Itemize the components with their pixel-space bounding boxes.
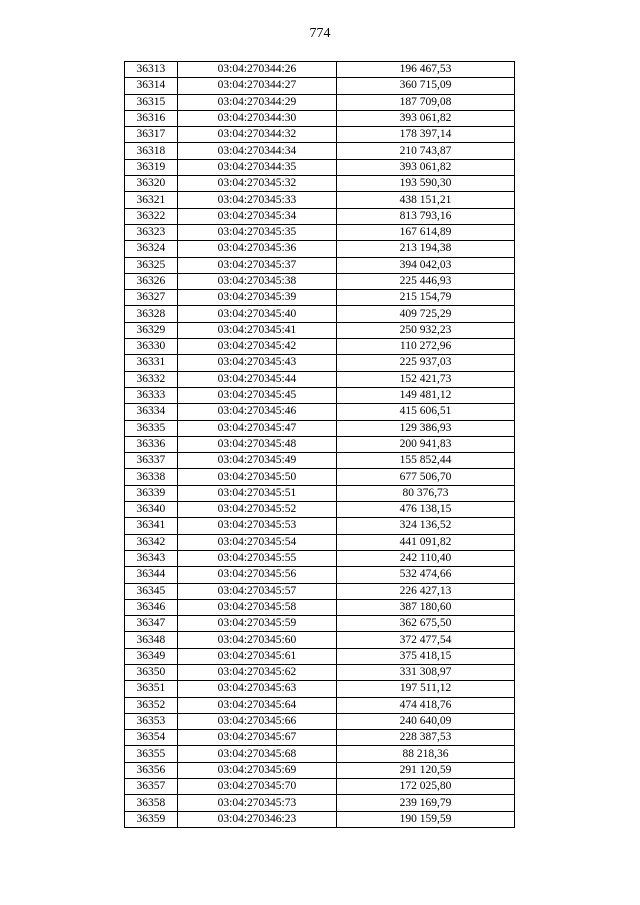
row-number: 36354 — [125, 730, 178, 746]
row-number: 36342 — [125, 534, 178, 550]
row-number: 36318 — [125, 143, 178, 159]
cadastral-number: 03:04:270345:35 — [177, 224, 336, 240]
row-number: 36317 — [125, 127, 178, 143]
cadastral-value: 393 061,82 — [337, 110, 515, 126]
row-number: 36355 — [125, 746, 178, 762]
table-row — [125, 94, 515, 110]
cadastral-value: 291 120,59 — [337, 762, 515, 778]
cadastral-value: 88 218,36 — [337, 746, 515, 762]
cadastral-value: 387 180,60 — [337, 599, 515, 615]
row-number: 36322 — [125, 208, 178, 224]
table-row — [125, 616, 515, 632]
cadastral-value: 409 725,29 — [337, 306, 515, 322]
cadastral-number: 03:04:270345:45 — [177, 387, 336, 403]
cadastral-value: 210 743,87 — [337, 143, 515, 159]
row-number: 36323 — [125, 224, 178, 240]
row-number: 36351 — [125, 681, 178, 697]
table-row — [125, 550, 515, 566]
table-row — [125, 583, 515, 599]
cadastral-value: 200 941,83 — [337, 436, 515, 452]
row-number: 36353 — [125, 713, 178, 729]
cadastral-number: 03:04:270345:59 — [177, 616, 336, 632]
row-number: 36328 — [125, 306, 178, 322]
row-number: 36320 — [125, 176, 178, 192]
row-number: 36313 — [125, 62, 178, 78]
cadastral-number: 03:04:270345:56 — [177, 567, 336, 583]
table-row — [125, 420, 515, 436]
table-row — [125, 78, 515, 94]
table-row — [125, 713, 515, 729]
table-row — [125, 567, 515, 583]
row-number: 36331 — [125, 355, 178, 371]
row-number: 36359 — [125, 811, 178, 827]
registry-table — [124, 61, 515, 828]
table-row — [125, 62, 515, 78]
cadastral-value: 372 477,54 — [337, 632, 515, 648]
table-row — [125, 795, 515, 811]
row-number: 36352 — [125, 697, 178, 713]
cadastral-number: 03:04:270345:63 — [177, 681, 336, 697]
table-row — [125, 322, 515, 338]
row-number: 36346 — [125, 599, 178, 615]
row-number: 36327 — [125, 290, 178, 306]
cadastral-value: 813 793,16 — [337, 208, 515, 224]
table-row — [125, 681, 515, 697]
cadastral-number: 03:04:270345:43 — [177, 355, 336, 371]
row-number: 36347 — [125, 616, 178, 632]
cadastral-number: 03:04:270345:32 — [177, 176, 336, 192]
cadastral-number: 03:04:270345:40 — [177, 306, 336, 322]
cadastral-value: 80 376,73 — [337, 485, 515, 501]
cadastral-value: 155 852,44 — [337, 453, 515, 469]
table-row — [125, 387, 515, 403]
cadastral-number: 03:04:270345:34 — [177, 208, 336, 224]
table-row — [125, 534, 515, 550]
cadastral-number: 03:04:270345:38 — [177, 273, 336, 289]
table-row — [125, 404, 515, 420]
cadastral-number: 03:04:270345:57 — [177, 583, 336, 599]
table-row — [125, 599, 515, 615]
cadastral-value: 242 110,40 — [337, 550, 515, 566]
table-row — [125, 192, 515, 208]
cadastral-value: 677 506,70 — [337, 469, 515, 485]
row-number: 36333 — [125, 387, 178, 403]
cadastral-number: 03:04:270345:42 — [177, 339, 336, 355]
cadastral-value: 172 025,80 — [337, 779, 515, 795]
cadastral-value: 360 715,09 — [337, 78, 515, 94]
cadastral-number: 03:04:270345:55 — [177, 550, 336, 566]
row-number: 36324 — [125, 241, 178, 257]
cadastral-number: 03:04:270345:47 — [177, 420, 336, 436]
table-row — [125, 518, 515, 534]
cadastral-value: 228 387,53 — [337, 730, 515, 746]
cadastral-number: 03:04:270345:37 — [177, 257, 336, 273]
row-number: 36338 — [125, 469, 178, 485]
cadastral-value: 196 467,53 — [337, 62, 515, 78]
cadastral-value: 441 091,82 — [337, 534, 515, 550]
row-number: 36336 — [125, 436, 178, 452]
table-row — [125, 290, 515, 306]
row-number: 36358 — [125, 795, 178, 811]
cadastral-value: 190 159,59 — [337, 811, 515, 827]
cadastral-number: 03:04:270345:52 — [177, 502, 336, 518]
cadastral-value: 331 308,97 — [337, 664, 515, 680]
cadastral-number: 03:04:270345:69 — [177, 762, 336, 778]
row-number: 36325 — [125, 257, 178, 273]
cadastral-number: 03:04:270345:54 — [177, 534, 336, 550]
cadastral-number: 03:04:270344:35 — [177, 159, 336, 175]
cadastral-number: 03:04:270345:39 — [177, 290, 336, 306]
row-number: 36340 — [125, 502, 178, 518]
cadastral-value: 438 151,21 — [337, 192, 515, 208]
cadastral-number: 03:04:270344:27 — [177, 78, 336, 94]
table-row — [125, 273, 515, 289]
cadastral-value: 193 590,30 — [337, 176, 515, 192]
cadastral-number: 03:04:270345:36 — [177, 241, 336, 257]
cadastral-number: 03:04:270344:32 — [177, 127, 336, 143]
cadastral-value: 532 474,66 — [337, 567, 515, 583]
cadastral-value: 474 418,76 — [337, 697, 515, 713]
cadastral-value: 149 481,12 — [337, 387, 515, 403]
cadastral-number: 03:04:270345:64 — [177, 697, 336, 713]
cadastral-number: 03:04:270344:30 — [177, 110, 336, 126]
cadastral-value: 178 397,14 — [337, 127, 515, 143]
page-number: 774 — [309, 26, 331, 41]
table-row — [125, 730, 515, 746]
table-row — [125, 306, 515, 322]
cadastral-value: 324 136,52 — [337, 518, 515, 534]
cadastral-value: 394 042,03 — [337, 257, 515, 273]
row-number: 36343 — [125, 550, 178, 566]
cadastral-value: 226 427,13 — [337, 583, 515, 599]
row-number: 36337 — [125, 453, 178, 469]
table-row — [125, 664, 515, 680]
table-row — [125, 469, 515, 485]
table-row — [125, 224, 515, 240]
row-number: 36357 — [125, 779, 178, 795]
table-row — [125, 355, 515, 371]
cadastral-number: 03:04:270345:33 — [177, 192, 336, 208]
cadastral-value: 239 169,79 — [337, 795, 515, 811]
cadastral-value: 240 640,09 — [337, 713, 515, 729]
table-row — [125, 241, 515, 257]
cadastral-value: 415 606,51 — [337, 404, 515, 420]
table-row — [125, 697, 515, 713]
table-row — [125, 127, 515, 143]
table-row — [125, 485, 515, 501]
cadastral-number: 03:04:270346:23 — [177, 811, 336, 827]
cadastral-number: 03:04:270345:62 — [177, 664, 336, 680]
cadastral-value: 215 154,79 — [337, 290, 515, 306]
row-number: 36356 — [125, 762, 178, 778]
table-row — [125, 762, 515, 778]
cadastral-number: 03:04:270345:66 — [177, 713, 336, 729]
cadastral-number: 03:04:270345:41 — [177, 322, 336, 338]
table-row — [125, 176, 515, 192]
cadastral-value: 110 272,96 — [337, 339, 515, 355]
cadastral-number: 03:04:270345:70 — [177, 779, 336, 795]
row-number: 36315 — [125, 94, 178, 110]
cadastral-number: 03:04:270345:46 — [177, 404, 336, 420]
row-number: 36339 — [125, 485, 178, 501]
cadastral-number: 03:04:270345:51 — [177, 485, 336, 501]
cadastral-number: 03:04:270345:67 — [177, 730, 336, 746]
cadastral-value: 129 386,93 — [337, 420, 515, 436]
cadastral-value: 225 446,93 — [337, 273, 515, 289]
table-row — [125, 632, 515, 648]
row-number: 36341 — [125, 518, 178, 534]
cadastral-number: 03:04:270345:61 — [177, 648, 336, 664]
table-row — [125, 371, 515, 387]
cadastral-value: 375 418,15 — [337, 648, 515, 664]
cadastral-number: 03:04:270345:58 — [177, 599, 336, 615]
table-row — [125, 746, 515, 762]
cadastral-value: 393 061,82 — [337, 159, 515, 175]
cadastral-value: 152 421,73 — [337, 371, 515, 387]
table-row — [125, 779, 515, 795]
cadastral-number: 03:04:270345:44 — [177, 371, 336, 387]
table-row — [125, 159, 515, 175]
cadastral-number: 03:04:270344:29 — [177, 94, 336, 110]
table-row — [125, 110, 515, 126]
row-number: 36349 — [125, 648, 178, 664]
table-row — [125, 811, 515, 827]
row-number: 36350 — [125, 664, 178, 680]
cadastral-value: 197 511,12 — [337, 681, 515, 697]
cadastral-value: 250 932,23 — [337, 322, 515, 338]
cadastral-value: 476 138,15 — [337, 502, 515, 518]
cadastral-value: 167 614,89 — [337, 224, 515, 240]
cadastral-value: 213 194,38 — [337, 241, 515, 257]
table-row — [125, 436, 515, 452]
cadastral-number: 03:04:270345:48 — [177, 436, 336, 452]
row-number: 36335 — [125, 420, 178, 436]
row-number: 36316 — [125, 110, 178, 126]
cadastral-value: 362 675,50 — [337, 616, 515, 632]
cadastral-number: 03:04:270345:73 — [177, 795, 336, 811]
table-row — [125, 143, 515, 159]
cadastral-number: 03:04:270344:26 — [177, 62, 336, 78]
row-number: 36319 — [125, 159, 178, 175]
row-number: 36321 — [125, 192, 178, 208]
table-row — [125, 648, 515, 664]
cadastral-value: 187 709,08 — [337, 94, 515, 110]
cadastral-number: 03:04:270345:53 — [177, 518, 336, 534]
row-number: 36345 — [125, 583, 178, 599]
row-number: 36332 — [125, 371, 178, 387]
cadastral-number: 03:04:270345:68 — [177, 746, 336, 762]
cadastral-number: 03:04:270345:49 — [177, 453, 336, 469]
row-number: 36326 — [125, 273, 178, 289]
table-row — [125, 208, 515, 224]
cadastral-number: 03:04:270345:60 — [177, 632, 336, 648]
table-row — [125, 339, 515, 355]
table-row — [125, 453, 515, 469]
row-number: 36330 — [125, 339, 178, 355]
cadastral-number: 03:04:270345:50 — [177, 469, 336, 485]
row-number: 36329 — [125, 322, 178, 338]
table-row — [125, 502, 515, 518]
row-number: 36314 — [125, 78, 178, 94]
table-row — [125, 257, 515, 273]
table-body — [125, 62, 515, 828]
cadastral-value: 225 937,03 — [337, 355, 515, 371]
row-number: 36348 — [125, 632, 178, 648]
row-number: 36344 — [125, 567, 178, 583]
cadastral-number: 03:04:270344:34 — [177, 143, 336, 159]
row-number: 36334 — [125, 404, 178, 420]
